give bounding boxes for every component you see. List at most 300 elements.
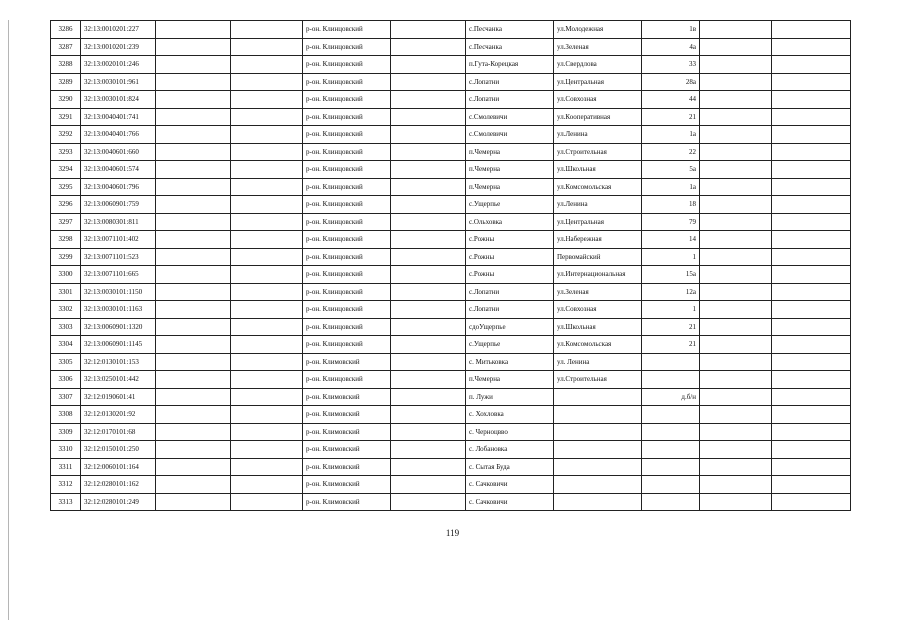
cell-empty — [156, 73, 231, 91]
cell-empty — [231, 126, 303, 144]
table-row — [51, 476, 851, 494]
cell-empty — [700, 178, 772, 196]
cell-cadastral-number: 32:12:0150101:250 — [81, 441, 156, 459]
cell-row-number: 3291 — [51, 108, 81, 126]
cell-street: ул.Комсомольская — [554, 336, 642, 354]
cell-district: р-он. Клинцовский — [303, 301, 391, 319]
cell-district: р-он. Клинцовский — [303, 196, 391, 214]
cell-district: р-он. Климовский — [303, 406, 391, 424]
cell-empty — [231, 406, 303, 424]
cell-house: 44 — [642, 91, 700, 109]
cell-empty — [391, 371, 466, 389]
cell-empty — [391, 336, 466, 354]
cell-empty — [156, 406, 231, 424]
cell-settlement: п.Чемерна — [466, 178, 554, 196]
cell-street — [554, 423, 642, 441]
table-row — [51, 178, 851, 196]
cell-house — [642, 353, 700, 371]
cell-row-number: 3306 — [51, 371, 81, 389]
cell-street: ул.Строительная — [554, 143, 642, 161]
table-row — [51, 458, 851, 476]
cell-empty — [231, 38, 303, 56]
cell-empty — [772, 458, 851, 476]
cell-settlement: с.Ущерпье — [466, 196, 554, 214]
cell-empty — [700, 108, 772, 126]
cell-house: 1а — [642, 126, 700, 144]
cell-row-number: 3311 — [51, 458, 81, 476]
cell-empty — [231, 301, 303, 319]
cell-street: ул.Набережная — [554, 231, 642, 249]
cell-empty — [700, 213, 772, 231]
cell-empty — [700, 161, 772, 179]
cell-house: 15а — [642, 266, 700, 284]
registry-table-body — [51, 21, 851, 511]
cell-street — [554, 458, 642, 476]
cell-settlement: с. Митьковка — [466, 353, 554, 371]
cell-cadastral-number: 32:13:0040601:660 — [81, 143, 156, 161]
cell-cadastral-number: 32:13:0060901:1320 — [81, 318, 156, 336]
cell-district: р-он. Клинцовский — [303, 371, 391, 389]
cell-district: р-он. Клинцовский — [303, 283, 391, 301]
cell-empty — [156, 283, 231, 301]
cell-house: д.б/н — [642, 388, 700, 406]
cell-cadastral-number: 32:13:0040401:741 — [81, 108, 156, 126]
table-row — [51, 248, 851, 266]
cell-empty — [231, 91, 303, 109]
cell-empty — [391, 388, 466, 406]
cell-empty — [700, 91, 772, 109]
cell-street: ул.Центральная — [554, 213, 642, 231]
cell-empty — [391, 283, 466, 301]
cell-settlement: с.Ущерпье — [466, 336, 554, 354]
cell-empty — [156, 476, 231, 494]
cell-empty — [156, 56, 231, 74]
cell-empty — [231, 493, 303, 511]
cell-empty — [772, 493, 851, 511]
cell-empty — [772, 353, 851, 371]
cell-row-number: 3310 — [51, 441, 81, 459]
cell-cadastral-number: 32:12:0280101:249 — [81, 493, 156, 511]
cell-district: р-он. Клинцовский — [303, 318, 391, 336]
cell-empty — [231, 248, 303, 266]
cell-settlement: с.Смолевичи — [466, 126, 554, 144]
cell-row-number: 3312 — [51, 476, 81, 494]
cell-cadastral-number: 32:12:0280101:162 — [81, 476, 156, 494]
cell-house — [642, 423, 700, 441]
cell-street: ул.Комсомольская — [554, 178, 642, 196]
cell-empty — [772, 213, 851, 231]
cell-house: 18 — [642, 196, 700, 214]
cell-empty — [772, 56, 851, 74]
cell-empty — [156, 38, 231, 56]
table-row — [51, 56, 851, 74]
table-row — [51, 161, 851, 179]
cell-street: ул.Зеленая — [554, 38, 642, 56]
cell-empty — [700, 126, 772, 144]
table-row — [51, 21, 851, 39]
cell-empty — [772, 406, 851, 424]
cell-empty — [156, 266, 231, 284]
cell-empty — [231, 353, 303, 371]
table-row — [51, 73, 851, 91]
cell-settlement: с.Ольховка — [466, 213, 554, 231]
cell-street: Первомайский — [554, 248, 642, 266]
table-row — [51, 301, 851, 319]
cell-cadastral-number: 32:13:0020101:246 — [81, 56, 156, 74]
cell-street: ул.Строительная — [554, 371, 642, 389]
cell-cadastral-number: 32:13:0071101:402 — [81, 231, 156, 249]
cell-row-number: 3307 — [51, 388, 81, 406]
table-row — [51, 423, 851, 441]
cell-cadastral-number: 32:13:0080301:811 — [81, 213, 156, 231]
cell-house: 14 — [642, 231, 700, 249]
cell-house — [642, 476, 700, 494]
cell-empty — [700, 458, 772, 476]
cell-street — [554, 493, 642, 511]
cell-empty — [700, 371, 772, 389]
cell-empty — [156, 21, 231, 39]
cell-district: р-он. Клинцовский — [303, 126, 391, 144]
table-row — [51, 126, 851, 144]
cell-cadastral-number: 32:13:0030101:1150 — [81, 283, 156, 301]
cell-settlement: с.Лопатни — [466, 73, 554, 91]
cell-cadastral-number: 32:13:0040601:796 — [81, 178, 156, 196]
cell-house: 1 — [642, 248, 700, 266]
cell-street: ул.Совхозная — [554, 301, 642, 319]
cell-settlement: с.Песчанка — [466, 38, 554, 56]
cell-district: р-он. Клинцовский — [303, 336, 391, 354]
cell-settlement: с.Рожны — [466, 248, 554, 266]
cell-empty — [156, 91, 231, 109]
cell-cadastral-number: 32:13:0040601:574 — [81, 161, 156, 179]
cell-house: 21 — [642, 108, 700, 126]
cell-cadastral-number: 32:13:0060901:1145 — [81, 336, 156, 354]
cell-empty — [700, 493, 772, 511]
cell-cadastral-number: 32:13:0030101:961 — [81, 73, 156, 91]
cell-cadastral-number: 32:13:0071101:665 — [81, 266, 156, 284]
cell-empty — [156, 161, 231, 179]
cell-district: р-он. Клинцовский — [303, 91, 391, 109]
cell-row-number: 3305 — [51, 353, 81, 371]
cell-empty — [700, 231, 772, 249]
cell-settlement: с. Сытая Буда — [466, 458, 554, 476]
cell-empty — [700, 143, 772, 161]
cell-district: р-он. Климовский — [303, 353, 391, 371]
cell-empty — [156, 423, 231, 441]
cell-empty — [772, 476, 851, 494]
cell-empty — [391, 476, 466, 494]
cell-row-number: 3292 — [51, 126, 81, 144]
cell-cadastral-number: 32:13:0030101:824 — [81, 91, 156, 109]
cell-settlement: с. Сачковичи — [466, 493, 554, 511]
cell-empty — [772, 441, 851, 459]
cell-empty — [156, 108, 231, 126]
cell-empty — [772, 143, 851, 161]
cell-settlement: п.Чемерна — [466, 161, 554, 179]
cell-district: р-он. Климовский — [303, 441, 391, 459]
cell-district: р-он. Клинцовский — [303, 213, 391, 231]
cell-house: 12а — [642, 283, 700, 301]
cell-settlement: с. Сачковичи — [466, 476, 554, 494]
cell-house: 4а — [642, 38, 700, 56]
cell-empty — [231, 318, 303, 336]
cell-row-number: 3303 — [51, 318, 81, 336]
cell-settlement: с.Рожны — [466, 231, 554, 249]
cell-street: ул.Молодежная — [554, 21, 642, 39]
cell-cadastral-number: 32:13:0010201:227 — [81, 21, 156, 39]
cell-cadastral-number: 32:13:0030101:1163 — [81, 301, 156, 319]
table-row — [51, 406, 851, 424]
cell-empty — [772, 301, 851, 319]
cell-empty — [391, 161, 466, 179]
cell-row-number: 3293 — [51, 143, 81, 161]
cell-settlement: с.Лопатни — [466, 91, 554, 109]
cell-empty — [772, 91, 851, 109]
cell-empty — [772, 21, 851, 39]
cell-district: р-он. Клинцовский — [303, 73, 391, 91]
table-row — [51, 266, 851, 284]
cell-district: р-он. Климовский — [303, 388, 391, 406]
cell-empty — [700, 423, 772, 441]
cell-empty — [700, 283, 772, 301]
cell-district: р-он. Климовский — [303, 458, 391, 476]
cell-house — [642, 458, 700, 476]
cell-empty — [156, 248, 231, 266]
cell-empty — [772, 423, 851, 441]
cell-empty — [231, 196, 303, 214]
cell-district: р-он. Климовский — [303, 423, 391, 441]
cell-empty — [391, 143, 466, 161]
cell-empty — [391, 248, 466, 266]
cell-row-number: 3296 — [51, 196, 81, 214]
cell-empty — [391, 406, 466, 424]
cell-empty — [231, 178, 303, 196]
cell-empty — [700, 476, 772, 494]
cell-empty — [772, 196, 851, 214]
cell-street: ул.Школьная — [554, 161, 642, 179]
cell-empty — [391, 231, 466, 249]
cell-empty — [391, 108, 466, 126]
cell-district: р-он. Климовский — [303, 493, 391, 511]
cell-empty — [231, 213, 303, 231]
cell-house — [642, 371, 700, 389]
cell-empty — [772, 231, 851, 249]
cell-cadastral-number: 32:13:0071101:523 — [81, 248, 156, 266]
cell-house: 21 — [642, 318, 700, 336]
cell-cadastral-number: 32:13:0010201:239 — [81, 38, 156, 56]
table-row — [51, 336, 851, 354]
cell-empty — [156, 388, 231, 406]
cell-empty — [391, 126, 466, 144]
cell-row-number: 3304 — [51, 336, 81, 354]
cell-row-number: 3298 — [51, 231, 81, 249]
cell-house: 1в — [642, 21, 700, 39]
cell-settlement: с. Черноцвво — [466, 423, 554, 441]
cell-empty — [156, 318, 231, 336]
table-row — [51, 441, 851, 459]
cell-empty — [391, 318, 466, 336]
cell-empty — [156, 458, 231, 476]
registry-table — [50, 20, 851, 511]
cell-row-number: 3302 — [51, 301, 81, 319]
cell-empty — [772, 161, 851, 179]
table-row — [51, 371, 851, 389]
cell-empty — [700, 336, 772, 354]
cell-settlement: с. Лобановка — [466, 441, 554, 459]
cell-empty — [156, 231, 231, 249]
cell-house: 28а — [642, 73, 700, 91]
table-row — [51, 231, 851, 249]
cell-settlement: с.Лопатни — [466, 283, 554, 301]
cell-row-number: 3308 — [51, 406, 81, 424]
cell-empty — [700, 56, 772, 74]
cell-empty — [700, 353, 772, 371]
cell-district: р-он. Клинцовский — [303, 248, 391, 266]
table-row — [51, 213, 851, 231]
cell-empty — [391, 266, 466, 284]
cell-empty — [231, 423, 303, 441]
cell-house: 5а — [642, 161, 700, 179]
cell-settlement: п.Чемерна — [466, 143, 554, 161]
cell-house — [642, 441, 700, 459]
cell-settlement: с.Смолевичи — [466, 108, 554, 126]
cell-empty — [772, 73, 851, 91]
cell-cadastral-number: 32:12:0190601:41 — [81, 388, 156, 406]
cell-street — [554, 406, 642, 424]
cell-row-number: 3313 — [51, 493, 81, 511]
cell-empty — [700, 441, 772, 459]
cell-house: 33 — [642, 56, 700, 74]
cell-row-number: 3286 — [51, 21, 81, 39]
cell-street: ул.Интернациональная — [554, 266, 642, 284]
cell-empty — [391, 38, 466, 56]
cell-row-number: 3287 — [51, 38, 81, 56]
cell-street — [554, 388, 642, 406]
cell-empty — [700, 318, 772, 336]
cell-empty — [231, 161, 303, 179]
cell-district: р-он. Клинцовский — [303, 38, 391, 56]
cell-empty — [772, 38, 851, 56]
cell-empty — [772, 388, 851, 406]
cell-empty — [772, 336, 851, 354]
cell-empty — [391, 73, 466, 91]
cell-empty — [700, 38, 772, 56]
cell-district: р-он. Клинцовский — [303, 108, 391, 126]
cell-cadastral-number: 32:12:0060101:164 — [81, 458, 156, 476]
cell-row-number: 3289 — [51, 73, 81, 91]
cell-district: р-он. Клинцовский — [303, 231, 391, 249]
cell-house: 79 — [642, 213, 700, 231]
cell-district: р-он. Климовский — [303, 476, 391, 494]
cell-house — [642, 406, 700, 424]
cell-empty — [391, 353, 466, 371]
cell-empty — [231, 388, 303, 406]
cell-empty — [772, 266, 851, 284]
cell-empty — [231, 371, 303, 389]
cell-row-number: 3295 — [51, 178, 81, 196]
cell-cadastral-number: 32:12:0130101:153 — [81, 353, 156, 371]
cell-empty — [391, 301, 466, 319]
cell-street — [554, 441, 642, 459]
cell-empty — [231, 143, 303, 161]
cell-row-number: 3309 — [51, 423, 81, 441]
cell-street: ул. Ленина — [554, 353, 642, 371]
table-row — [51, 283, 851, 301]
cell-district: р-он. Клинцовский — [303, 56, 391, 74]
cell-empty — [700, 248, 772, 266]
cell-district: р-он. Клинцовский — [303, 161, 391, 179]
cell-empty — [391, 441, 466, 459]
cell-street: ул.Свердлова — [554, 56, 642, 74]
cell-settlement: с. Хохловка — [466, 406, 554, 424]
table-row — [51, 493, 851, 511]
cell-empty — [700, 301, 772, 319]
cell-empty — [772, 283, 851, 301]
cell-empty — [772, 248, 851, 266]
cell-empty — [156, 126, 231, 144]
cell-empty — [391, 56, 466, 74]
cell-settlement: с.Рожны — [466, 266, 554, 284]
cell-empty — [700, 73, 772, 91]
cell-cadastral-number: 32:12:0130201:92 — [81, 406, 156, 424]
cell-settlement: п.Чемерна — [466, 371, 554, 389]
cell-cadastral-number: 32:12:0170101:68 — [81, 423, 156, 441]
cell-settlement: сдоУщерпье — [466, 318, 554, 336]
cell-empty — [700, 21, 772, 39]
cell-empty — [391, 458, 466, 476]
cell-empty — [231, 458, 303, 476]
cell-empty — [156, 371, 231, 389]
cell-street: ул.Кооперативная — [554, 108, 642, 126]
cell-house: 22 — [642, 143, 700, 161]
cell-cadastral-number: 32:13:0250101:442 — [81, 371, 156, 389]
table-row — [51, 353, 851, 371]
table-row — [51, 38, 851, 56]
cell-empty — [231, 283, 303, 301]
cell-district: р-он. Клинцовский — [303, 266, 391, 284]
table-row — [51, 196, 851, 214]
cell-street: ул.Зеленая — [554, 283, 642, 301]
cell-empty — [700, 196, 772, 214]
cell-settlement: п. Лужи — [466, 388, 554, 406]
table-row — [51, 143, 851, 161]
cell-empty — [700, 266, 772, 284]
cell-row-number: 3297 — [51, 213, 81, 231]
cell-empty — [156, 143, 231, 161]
cell-empty — [772, 126, 851, 144]
cell-empty — [391, 178, 466, 196]
cell-empty — [772, 178, 851, 196]
cell-street: ул.Совхозная — [554, 91, 642, 109]
cell-street: ул.Центральная — [554, 73, 642, 91]
cell-empty — [231, 441, 303, 459]
cell-street: ул.Ленина — [554, 196, 642, 214]
cell-house: 21 — [642, 336, 700, 354]
cell-empty — [772, 318, 851, 336]
cell-empty — [156, 213, 231, 231]
cell-row-number: 3290 — [51, 91, 81, 109]
cell-cadastral-number: 32:13:0040401:766 — [81, 126, 156, 144]
cell-street: ул.Школьная — [554, 318, 642, 336]
cell-empty — [156, 178, 231, 196]
cell-empty — [231, 56, 303, 74]
cell-empty — [156, 196, 231, 214]
cell-empty — [231, 73, 303, 91]
table-row — [51, 91, 851, 109]
cell-empty — [391, 21, 466, 39]
cell-settlement: с.Песчанка — [466, 21, 554, 39]
cell-settlement: п.Гута-Корецкая — [466, 56, 554, 74]
